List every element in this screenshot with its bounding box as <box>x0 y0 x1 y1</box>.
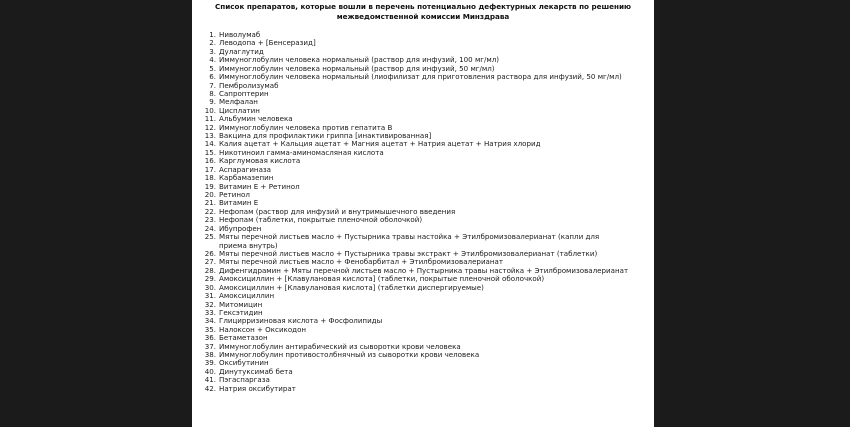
list-item-number: 39. <box>204 358 216 368</box>
list-item-text: Амоксициллин + [Клавулановая кислота] (таблетки, покрытые пленочной оболочкой) <box>219 274 545 284</box>
list-item-text: Витамин Е <box>219 198 259 208</box>
list-item <box>204 351 654 359</box>
list-item-text: Нефопам (таблетки, покрытые пленочной оболочкой) <box>219 215 423 225</box>
list-item <box>204 385 654 393</box>
list-item-text: Амоксициллин + [Клавулановая кислота] (таблетки диспергируемые) <box>219 282 484 292</box>
list-item-text: Иммуноглобулин человека нормальный (раствор для инфузий, 50 мг/мл) <box>219 63 495 73</box>
document-page <box>192 0 654 427</box>
list-item-number: 13. <box>204 131 216 141</box>
list-item-text: Пембролизумаб <box>219 80 279 90</box>
list-item-text: Цисплатин <box>219 105 260 115</box>
list-item-number: 3. <box>209 46 216 56</box>
list-item-number: 26. <box>204 248 216 258</box>
list-item-text: Ибупрофен <box>219 223 262 233</box>
list-item-number: 8. <box>209 88 216 98</box>
list-item-number: 42. <box>204 383 216 393</box>
list-item-number: 1. <box>209 30 216 39</box>
list-item-text: Мяты перечной листьев масло + Пустырника травы настойка + Этилбромизовалерианат (капли для приема внутрь) <box>219 232 600 250</box>
list-item-text: Сапроптерин <box>219 88 269 98</box>
list-item-text: Дифенгидрамин + Мяты перечной листьев масло + Пустырника травы настойка + Этилбромизовалерианат <box>219 265 629 275</box>
list-item <box>204 326 654 334</box>
list-item <box>204 82 654 90</box>
list-item-number: 14. <box>204 139 216 149</box>
list-item-text: Мяты перечной листьев масло + Фенобарбитал + Этилбромизовалерианат <box>219 257 504 267</box>
list-item-number: 12. <box>204 122 216 132</box>
list-item <box>204 98 654 106</box>
title-line-2: межведомственной комиссии Минздрава <box>336 12 510 21</box>
list-item <box>204 39 654 47</box>
list-item-text: Митомицин <box>219 299 263 309</box>
list-item-text: Иммуноглобулин человека против гепатита В <box>219 122 393 132</box>
list-item-text: Леводопа + [Бенсеразид] <box>219 38 316 48</box>
list-item-number: 4. <box>209 55 216 65</box>
list-item-number: 28. <box>204 265 216 275</box>
list-item-number: 27. <box>204 257 216 267</box>
list-item <box>204 368 654 376</box>
list-item-number: 35. <box>204 324 216 334</box>
list-item-text: Никотиноил гамма-аминомасляная кислота <box>219 147 384 157</box>
list-item <box>204 157 654 165</box>
list-item-text: Гексэтидин <box>219 307 263 317</box>
list-item-text: Амоксициллин <box>219 291 275 301</box>
title-line-1: Список препаратов, которые вошли в перечень потенциально дефектурных лекарств по решению <box>214 2 632 11</box>
list-item-text: Иммуноглобулин противостолбнячный из сыворотки крови человека <box>219 350 480 360</box>
list-item-text: Иммуноглобулин человека нормальный (раствор для инфузий, 100 мг/мл) <box>219 55 500 65</box>
list-item-text: Карбамазепин <box>219 173 274 183</box>
list-item-text: Альбумин человека <box>219 114 293 124</box>
list-item-number: 23. <box>204 215 216 225</box>
list-item-number: 11. <box>204 114 216 124</box>
list-item-number: 34. <box>204 316 216 326</box>
list-item-number: 25. <box>204 232 216 242</box>
list-item-number: 9. <box>209 97 216 107</box>
list-item-text: Дулаглутид <box>219 46 264 56</box>
list-item-number: 40. <box>204 366 216 376</box>
list-item-number: 38. <box>204 350 216 360</box>
list-item-number: 17. <box>204 164 216 174</box>
list-item-text: Иммуноглобулин человека нормальный (лиофилизат для приготовления раствора для инфузий, 50 мг/мл) <box>219 72 622 82</box>
list-item-number: 24. <box>204 223 216 233</box>
list-item-number: 18. <box>204 173 216 183</box>
list-item-text: Калия ацетат + Кальция ацетат + Магния ацетат + Натрия ацетат + Натрия хлорид <box>219 139 541 149</box>
list-item-text: Бетаметазон <box>219 333 268 343</box>
list-item-number: 37. <box>204 341 216 351</box>
list-item-number: 19. <box>204 181 216 191</box>
list-item-text: Пэгаспаргаза <box>219 375 270 385</box>
list-item-text: Мелфалан <box>219 97 258 107</box>
list-item-number: 5. <box>209 63 216 73</box>
list-item-text: Глицирризиновая кислота + Фосфолипиды <box>219 316 383 326</box>
list-item-number: 30. <box>204 282 216 292</box>
list-item-number: 2. <box>209 38 216 48</box>
list-item-text: Витамин Е + Ретинол <box>219 181 300 191</box>
list-item-number: 21. <box>204 198 216 208</box>
list-item-text: Карглумовая кислота <box>219 156 301 166</box>
document-title <box>202 2 644 22</box>
list-item-number: 15. <box>204 147 216 157</box>
list-item-number: 7. <box>209 80 216 90</box>
list-item <box>204 90 654 98</box>
list-item-number: 31. <box>204 291 216 301</box>
list-item <box>204 216 654 224</box>
list-item-number: 22. <box>204 206 216 216</box>
list-item-number: 32. <box>204 299 216 309</box>
list-item-number: 20. <box>204 190 216 200</box>
list-item-text: Налоксон + Оксикодон <box>219 324 307 334</box>
list-item-text: Иммуноглобулин антирабический из сыворотки крови человека <box>219 341 461 351</box>
list-item <box>204 233 654 250</box>
list-item-text: Ретинол <box>219 190 250 200</box>
list-item-text: Мяты перечной листьев масло + Пустырника травы экстракт + Этилбромизовалерианат (таблетки) <box>219 248 598 258</box>
list-item-text: Динутуксимаб бета <box>219 366 293 376</box>
list-item-number: 36. <box>204 333 216 343</box>
list-item <box>204 301 654 309</box>
list-item-text: Натрия оксибутират <box>219 383 296 393</box>
list-item-number: 29. <box>204 274 216 284</box>
list-item-number: 41. <box>204 375 216 385</box>
list-item-number: 33. <box>204 307 216 317</box>
list-item-text: Нефопам (раствор для инфузий и внутримышечного введения <box>219 206 456 216</box>
list-item-text: Оксибутинин <box>219 358 269 368</box>
list-item <box>204 183 654 191</box>
list-item-number: 10. <box>204 105 216 115</box>
list-item <box>204 292 654 300</box>
drug-list <box>192 31 654 393</box>
list-item-text: Вакцина для профилактики гриппа [инактивированная] <box>219 131 432 141</box>
list-item <box>204 191 654 199</box>
list-item-text: Ниволумаб <box>219 30 261 39</box>
list-item-text: Аспарагиназа <box>219 164 272 174</box>
list-item-number: 6. <box>209 72 216 82</box>
list-item-number: 16. <box>204 156 216 166</box>
